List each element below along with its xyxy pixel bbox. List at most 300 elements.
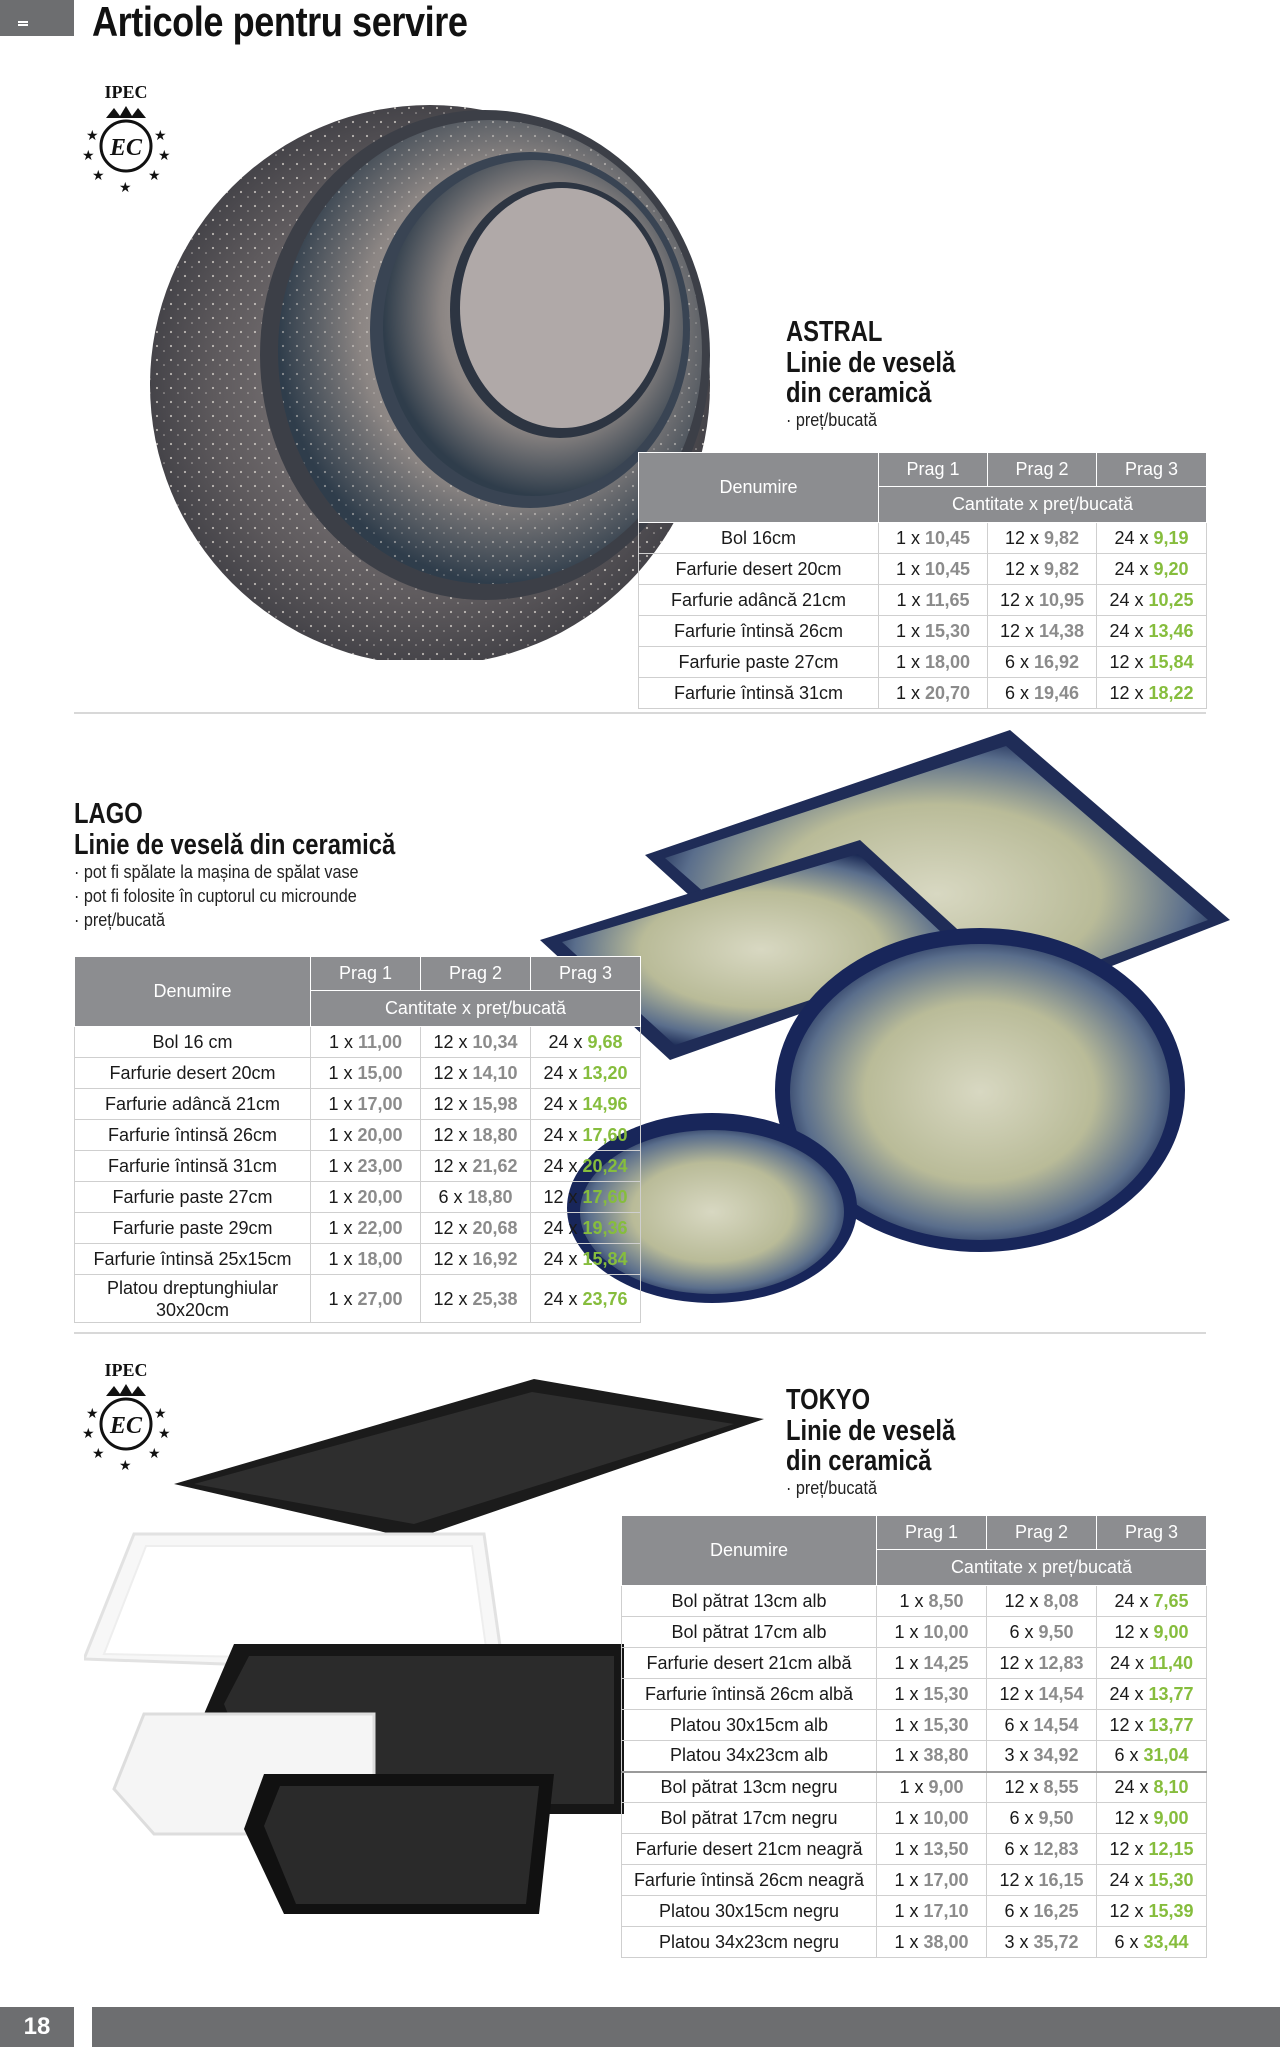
prag2-price-cell [987,1679,1097,1710]
prag1-price-cell [879,647,988,678]
unit-price: 17,00 [357,1093,403,1114]
unit-price: 20,00 [357,1186,403,1207]
col-prag3: Prag 3 [1097,453,1207,487]
prag2-price-cell [988,678,1097,709]
unit-price: 11,40 [1148,1652,1194,1673]
table-row [75,1151,641,1182]
prag3-price-cell [531,1120,641,1151]
product-name-cell: Bol pătrat 17cm alb [622,1617,877,1648]
unit-price: 8,10 [1153,1776,1189,1797]
unit-price: 15,98 [472,1093,518,1114]
quantity-label: 1 x [894,1621,919,1642]
prag1-price-cell [877,1741,987,1772]
product-name-cell: Farfurie paste 27cm [75,1182,311,1213]
prag3-price-cell [1097,1679,1207,1710]
unit-price: 16,25 [1033,1900,1079,1921]
product-name-cell: Platou 34x23cm alb [622,1741,877,1772]
table-row [622,1679,1207,1710]
quantity-label: 24 x [1109,1683,1144,1704]
unit-price: 25,38 [472,1288,518,1309]
prag3-price-cell [1097,1617,1207,1648]
prag1-price-cell [877,1896,987,1927]
quantity-label: 1 x [328,1155,353,1176]
astral-note: · preț/bucată [786,410,877,430]
unit-price: 10,45 [924,558,971,579]
unit-price: 15,84 [1148,651,1194,672]
unit-price: 23,00 [357,1155,403,1176]
table-row [622,1927,1207,1958]
quantity-label: 1 x [894,1652,919,1673]
prag2-price-cell [988,585,1097,616]
quantity-label: 1 x [895,558,920,579]
unit-price: 20,70 [924,682,971,703]
prag3-price-cell [1097,616,1207,647]
unit-price: 38,80 [923,1745,969,1766]
unit-price: 15,30 [1148,1869,1194,1890]
quantity-label: 1 x [899,1776,924,1797]
prag2-price-cell [987,1586,1097,1617]
prag2-price-cell [421,1027,531,1058]
prag3-price-cell [1097,554,1207,585]
unit-price: 38,00 [923,1931,969,1952]
unit-price: 9,00 [1153,1621,1189,1642]
svg-text:★: ★ [119,1457,132,1473]
quantity-label: 6 x [1114,1745,1139,1766]
unit-price: 14,10 [472,1062,518,1083]
prag1-price-cell [311,1275,421,1323]
product-name-cell: Farfurie paste 29cm [75,1213,311,1244]
col-denumire: Denumire [639,453,879,523]
quantity-label: 12 x [1109,682,1144,703]
unit-price: 8,08 [1043,1590,1079,1611]
table-row [75,1182,641,1213]
unit-price: 15,30 [924,620,971,641]
unit-price: 15,84 [582,1248,628,1269]
prag2-price-cell [988,616,1097,647]
lago-line1: Linie de veselă din ceramică [74,829,396,861]
quantity-label: 24 x [1109,1869,1144,1890]
quantity-label: 1 x [894,1838,919,1859]
tokyo-heading [786,1384,992,1500]
prag1-price-cell [311,1182,421,1213]
quantity-label: 12 x [999,1652,1034,1673]
prag2-price-cell [987,1896,1097,1927]
quantity-label: 12 x [1109,1838,1144,1859]
unit-price: 17,00 [923,1869,969,1890]
quantity-label: 24 x [1109,589,1144,610]
prag3-price-cell [1097,1803,1207,1834]
quantity-label: 24 x [1109,620,1144,641]
quantity-label: 24 x [543,1093,578,1114]
prag3-price-cell [531,1151,641,1182]
table-row [622,1834,1207,1865]
prag1-price-cell [311,1027,421,1058]
quantity-label: 6 x [1004,651,1029,672]
unit-price: 12,83 [1033,1838,1079,1859]
quantity-label: 1 x [894,1869,919,1890]
unit-price: 18,80 [472,1124,518,1145]
prag3-price-cell [1097,523,1207,554]
product-name-cell: Bol pătrat 13cm negru [622,1772,877,1803]
table-row [622,1896,1207,1927]
svg-text:★: ★ [82,1425,95,1441]
unit-price: 15,30 [923,1683,969,1704]
footer-bar [92,2007,1280,2047]
quantity-label: 24 x [548,1031,583,1052]
page-number: 18 [0,2007,74,2047]
unit-price: 9,82 [1044,527,1080,548]
product-name-cell: Bol pătrat 17cm negru [622,1803,877,1834]
prag3-price-cell [531,1089,641,1120]
unit-price: 20,00 [357,1124,403,1145]
unit-price: 11,65 [925,589,970,610]
prag1-price-cell [877,1648,987,1679]
product-name-cell: Platou 34x23cm negru [622,1927,877,1958]
section-divider [74,712,1206,714]
svg-text:★: ★ [86,127,99,143]
quantity-label: 24 x [543,1155,578,1176]
quantity-label: 1 x [328,1248,353,1269]
unit-price: 9,82 [1044,558,1080,579]
quantity-label: 1 x [894,1683,919,1704]
prag2-price-cell [987,1772,1097,1803]
quantity-label: 12 x [433,1155,468,1176]
quantity-label: 24 x [543,1248,578,1269]
quantity-label: 1 x [899,1590,924,1611]
lago-note-dishwasher: · pot fi spălate la mașina de spălat vase [74,862,359,882]
col-cantitate: Cantitate x preț/bucată [311,991,641,1027]
product-name-cell: Farfurie întinsă 26cm [75,1120,311,1151]
quantity-label: 6 x [1004,1714,1029,1735]
product-name-cell: Farfurie desert 21cm neagră [622,1834,877,1865]
col-denumire: Denumire [75,957,311,1027]
prag1-price-cell [877,1679,987,1710]
prag3-price-cell [531,1027,641,1058]
unit-price: 22,00 [357,1217,403,1238]
prag3-price-cell [1097,1865,1207,1896]
prag1-price-cell [877,1617,987,1648]
quantity-label: 12 x [433,1248,468,1269]
unit-price: 15,00 [357,1062,403,1083]
logo-brand-text: IPEC [104,82,148,102]
quantity-label: 12 x [433,1217,468,1238]
prag1-price-cell [879,554,988,585]
prag1-price-cell [877,1834,987,1865]
quantity-label: 1 x [894,1900,919,1921]
unit-price: 13,77 [1148,1683,1194,1704]
svg-text:★: ★ [158,147,171,163]
quantity-label: 12 x [999,1869,1034,1890]
unit-price: 31,04 [1143,1745,1189,1766]
quantity-label: 1 x [894,1931,919,1952]
prag3-price-cell [531,1275,641,1323]
prag3-price-cell [1097,678,1207,709]
unit-price: 13,77 [1148,1714,1194,1735]
prag3-price-cell [1097,1896,1207,1927]
product-name-cell: Farfurie desert 21cm albă [622,1648,877,1679]
product-name-cell: Farfurie întinsă 25x15cm [75,1244,311,1275]
prag1-price-cell [311,1058,421,1089]
prag2-price-cell [421,1089,531,1120]
col-prag3: Prag 3 [531,957,641,991]
unit-price: 19,36 [582,1217,628,1238]
unit-price: 17,60 [582,1124,628,1145]
quantity-label: 12 x [1004,1776,1039,1797]
unit-price: 14,38 [1039,620,1085,641]
product-name-cell: Farfurie paste 27cm [639,647,879,678]
quantity-label: 24 x [1114,1590,1149,1611]
prag1-price-cell [879,616,988,647]
prag1-price-cell [877,1772,987,1803]
prag3-price-cell [1097,1772,1207,1803]
unit-price: 18,00 [357,1248,403,1269]
unit-price: 8,55 [1043,1776,1079,1797]
quantity-label: 12 x [1114,1621,1149,1642]
product-name-cell: Farfurie întinsă 26cm neagră [622,1865,877,1896]
product-name-cell: Farfurie întinsă 26cm albă [622,1679,877,1710]
unit-price: 7,65 [1153,1590,1189,1611]
unit-price: 9,50 [1038,1621,1074,1642]
col-prag1: Prag 1 [877,1516,987,1550]
unit-price: 33,44 [1143,1931,1189,1952]
quantity-label: 12 x [433,1031,468,1052]
unit-price: 14,54 [1038,1683,1084,1704]
prag1-price-cell [877,1865,987,1896]
quantity-label: 6 x [1004,682,1029,703]
prag2-price-cell [987,1927,1097,1958]
col-prag2: Prag 2 [988,453,1097,487]
table-row [622,1741,1207,1772]
quantity-label: 12 x [1109,1900,1144,1921]
unit-price: 13,50 [923,1838,969,1859]
unit-price: 15,30 [923,1714,969,1735]
product-name-cell: Farfurie întinsă 31cm [639,678,879,709]
unit-price: 15,39 [1148,1900,1194,1921]
product-name-cell: Farfurie adâncă 21cm [75,1089,311,1120]
quantity-label: 3 x [1004,1745,1029,1766]
section-divider [74,1332,1206,1334]
product-name-cell: Platou 30x15cm negru [622,1896,877,1927]
unit-price: 10,95 [1039,589,1085,610]
prag2-price-cell [421,1182,531,1213]
table-row [75,1120,641,1151]
prag3-price-cell [1097,647,1207,678]
prag2-price-cell [987,1617,1097,1648]
quantity-label: 12 x [433,1288,468,1309]
table-row [622,1710,1207,1741]
prag2-price-cell [987,1741,1097,1772]
quantity-label: 24 x [1114,558,1149,579]
prag2-price-cell [421,1213,531,1244]
table-row [622,1865,1207,1896]
page-title: Articole pentru servire [92,0,468,45]
product-name-cell: Bol pătrat 13cm alb [622,1586,877,1617]
prag1-price-cell [879,523,988,554]
quantity-label: 1 x [896,589,921,610]
product-name-cell: Platou dreptunghiular 30x20cm [75,1275,311,1323]
prag2-price-cell [987,1834,1097,1865]
quantity-label: 12 x [999,1683,1034,1704]
quantity-label: 1 x [895,527,920,548]
unit-price: 18,80 [467,1186,513,1207]
product-name-cell: Farfurie desert 20cm [75,1058,311,1089]
prag1-price-cell [877,1710,987,1741]
col-prag2: Prag 2 [987,1516,1097,1550]
unit-price: 8,50 [928,1590,964,1611]
quantity-label: 6 x [1004,1838,1029,1859]
col-cantitate: Cantitate x preț/bucată [877,1550,1207,1586]
quantity-label: 1 x [328,1031,353,1052]
unit-price: 20,68 [472,1217,518,1238]
prag2-price-cell [987,1803,1097,1834]
quantity-label: 12 x [999,620,1034,641]
unit-price: 20,24 [582,1155,628,1176]
product-name-cell: Farfurie întinsă 26cm [639,616,879,647]
col-cantitate: Cantitate x preț/bucată [879,487,1207,523]
prag1-price-cell [311,1089,421,1120]
quantity-label: 1 x [328,1093,353,1114]
unit-price: 9,68 [587,1031,623,1052]
prag2-price-cell [987,1648,1097,1679]
svg-text:★: ★ [92,167,105,183]
quantity-label: 6 x [1009,1807,1034,1828]
quantity-label: 12 x [1109,651,1144,672]
tokyo-line1: Linie de veselă [786,1415,956,1447]
unit-price: 9,20 [1153,558,1189,579]
table-row [639,616,1207,647]
table-row [75,1244,641,1275]
product-name-cell: Farfurie adâncă 21cm [639,585,879,616]
unit-price: 16,15 [1038,1869,1084,1890]
prag3-price-cell [531,1058,641,1089]
quantity-label: 3 x [1004,1931,1029,1952]
svg-text:★: ★ [86,1405,99,1421]
unit-price: 16,92 [1033,651,1080,672]
table-row [639,585,1207,616]
quantity-label: 12 x [1004,527,1039,548]
product-name-cell: Farfurie întinsă 31cm [75,1151,311,1182]
unit-price: 21,62 [472,1155,518,1176]
unit-price: 27,00 [357,1288,403,1309]
quantity-label: 24 x [543,1124,578,1145]
table-row [75,1089,641,1120]
quantity-label: 6 x [1114,1931,1139,1952]
prag3-price-cell [1097,1710,1207,1741]
svg-text:★: ★ [148,167,161,183]
lago-note-price: · preț/bucată [74,910,165,930]
svg-text:★: ★ [119,179,132,195]
prag2-price-cell [421,1151,531,1182]
col-prag1: Prag 1 [879,453,988,487]
svg-text:★: ★ [148,1445,161,1461]
logo-monogram: EC [109,135,143,161]
prag2-price-cell [421,1120,531,1151]
prag2-price-cell [421,1058,531,1089]
quantity-label: 12 x [433,1093,468,1114]
prag3-price-cell [1097,585,1207,616]
prag2-price-cell [987,1865,1097,1896]
astral-price-table [638,452,1207,709]
svg-text:★: ★ [158,1425,171,1441]
prag3-price-cell [1097,1741,1207,1772]
unit-price: 35,72 [1033,1931,1079,1952]
unit-price: 23,76 [582,1288,628,1309]
table-row [622,1648,1207,1679]
unit-price: 9,19 [1153,527,1189,548]
prag3-price-cell [531,1182,641,1213]
product-name-cell: Bol 16 cm [75,1027,311,1058]
quantity-label: 12 x [1109,1714,1144,1735]
prag1-price-cell [879,585,988,616]
quantity-label: 1 x [894,1714,919,1735]
product-name-cell: Platou 30x15cm alb [622,1710,877,1741]
quantity-label: 1 x [894,1745,919,1766]
unit-price: 14,96 [582,1093,628,1114]
prag3-price-cell [1097,1834,1207,1865]
tokyo-line2: din ceramică [786,1445,932,1477]
prag2-price-cell [988,523,1097,554]
table-row [639,678,1207,709]
prag1-price-cell [877,1803,987,1834]
table-row [75,1275,641,1323]
prag1-price-cell [879,678,988,709]
lago-dishes-image [540,730,1230,1320]
prag1-price-cell [877,1586,987,1617]
product-name-cell: Farfurie desert 20cm [639,554,879,585]
prag1-price-cell [311,1244,421,1275]
quantity-label: 6 x [438,1186,463,1207]
unit-price: 14,25 [923,1652,969,1673]
unit-price: 34,92 [1033,1745,1079,1766]
col-prag1: Prag 1 [311,957,421,991]
table-row [75,1058,641,1089]
prag2-price-cell [421,1244,531,1275]
quantity-label: 24 x [543,1062,578,1083]
unit-price: 16,92 [472,1248,518,1269]
unit-price: 13,46 [1148,620,1194,641]
table-row [639,554,1207,585]
quantity-label: 12 x [1114,1807,1149,1828]
unit-price: 17,60 [582,1186,628,1207]
lago-heading [74,798,466,932]
prag1-price-cell [877,1927,987,1958]
table-row [622,1772,1207,1803]
astral-line1: Linie de veselă [786,347,956,379]
table-row [75,1027,641,1058]
astral-heading [786,316,992,432]
quantity-label: 6 x [1009,1621,1034,1642]
unit-price: 14,54 [1033,1714,1079,1735]
product-name-cell: Bol 16cm [639,523,879,554]
quantity-label: 24 x [543,1217,578,1238]
lago-note-microwave: · pot fi folosite în cuptorul cu microunde [74,886,357,906]
header-tab [0,0,74,36]
unit-price: 13,20 [582,1062,628,1083]
col-prag3: Prag 3 [1097,1516,1207,1550]
unit-price: 12,83 [1038,1652,1084,1673]
unit-price: 10,25 [1148,589,1194,610]
unit-price: 9,50 [1038,1807,1074,1828]
prag1-price-cell [311,1213,421,1244]
unit-price: 10,00 [923,1807,969,1828]
table-row [639,523,1207,554]
astral-line2: din ceramică [786,377,932,409]
unit-price: 18,00 [924,651,971,672]
svg-text:★: ★ [82,147,95,163]
lago-price-table [74,956,641,1323]
prag3-price-cell [1097,1648,1207,1679]
quantity-label: 1 x [895,651,920,672]
